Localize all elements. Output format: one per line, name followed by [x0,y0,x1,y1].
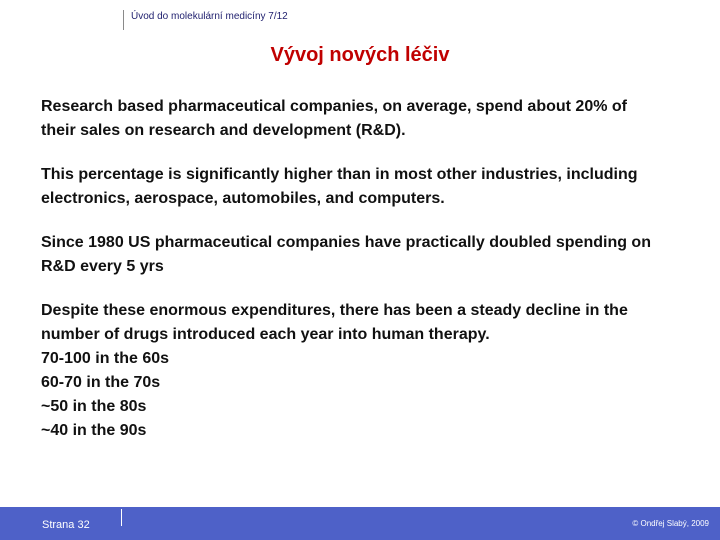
course-header: Úvod do molekulární medicíny 7/12 [131,11,288,22]
footer-divider [121,509,122,526]
decade-70s: 60-70 in the 70s [41,374,161,391]
paragraph-doubling: Since 1980 US pharmaceutical companies have practically doubled spending on R&D every 5 yrs [41,234,651,275]
paragraph-decline: Despite these enormous expenditures, there has been a steady decline in the number of drugs introduced each year into human therapy. [41,302,628,343]
header-divider [123,10,124,30]
page-number: Strana 32 [42,519,90,531]
footer-band [0,507,720,540]
header-band [0,0,720,30]
decade-60s: 70-100 in the 60s [41,350,170,367]
decline-block [41,299,661,443]
paragraph-spending: Research based pharmaceutical companies, on average, spend about 20% of their sales on research and development (R&D). [41,98,627,139]
decade-80s: ~50 in the 80s [41,398,147,415]
copyright-notice: © Ondřej Slabý, 2009 [632,519,709,528]
paragraph-comparison: This percentage is significantly higher than in most other industries, including electronics, aerospace, automobiles, and computers. [41,166,638,207]
slide-body [41,95,661,443]
slide-title: Vývoj nových léčiv [270,44,450,66]
decade-90s: ~40 in the 90s [41,422,147,439]
